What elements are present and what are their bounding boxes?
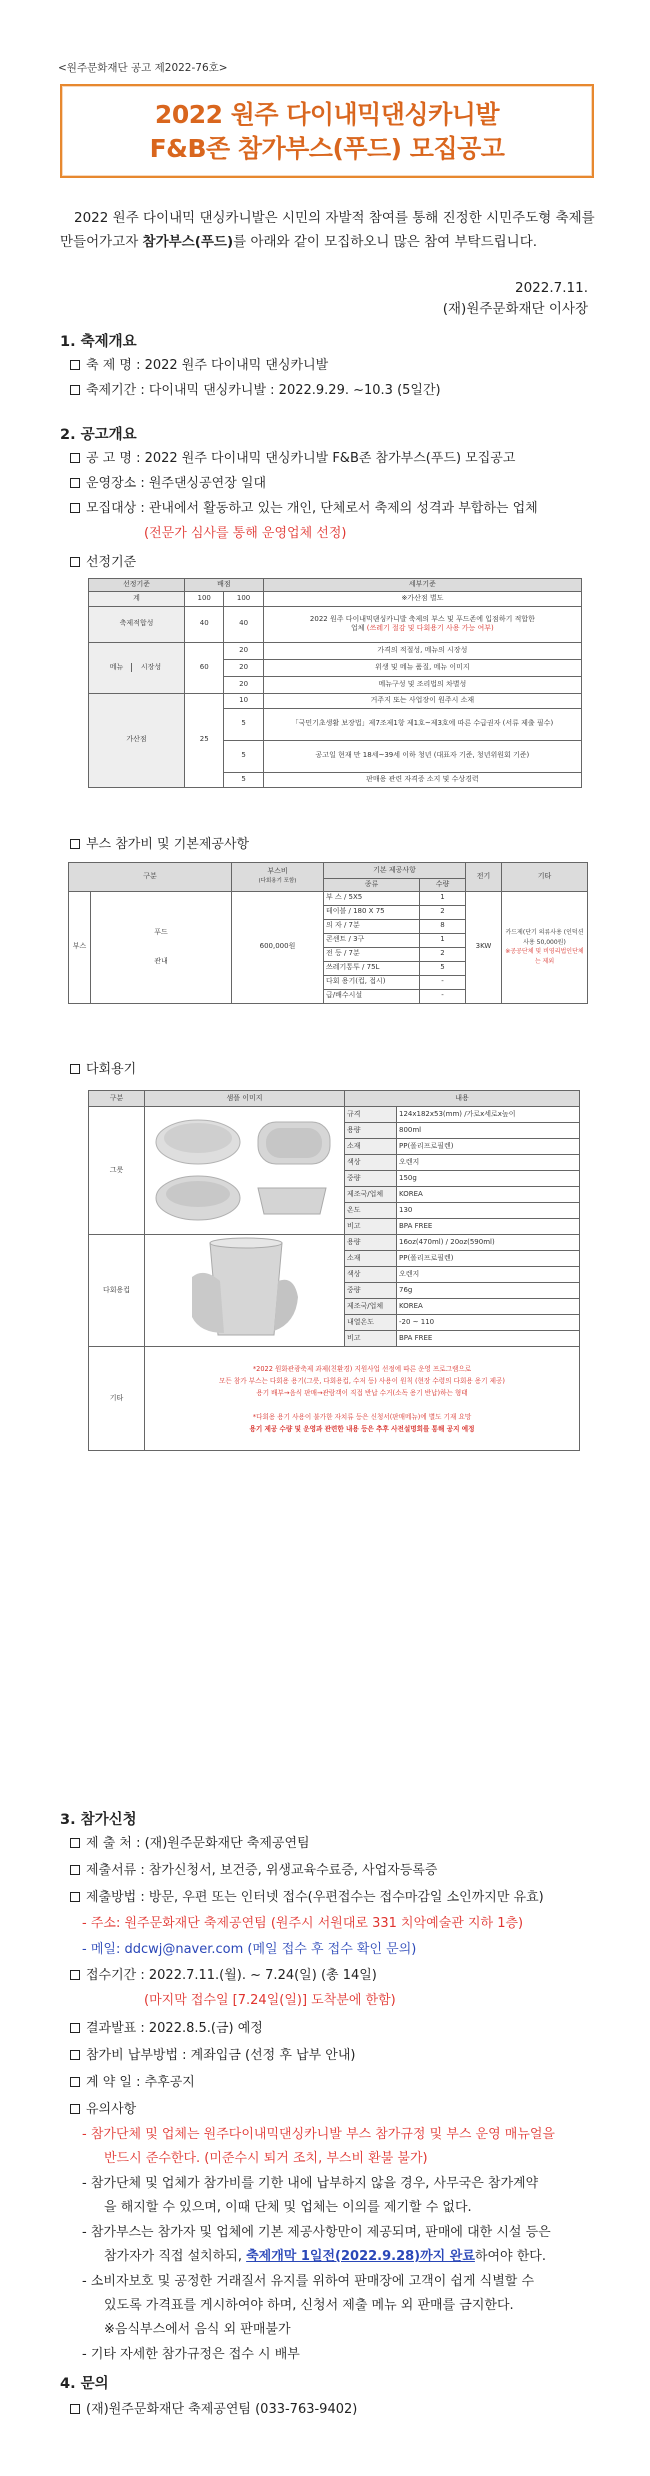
booth-item-1: 부 스 / 5X5 [324, 891, 420, 905]
dish-head-2: 샘플 이미지 [145, 1091, 345, 1107]
checkbox-icon [70, 839, 80, 849]
dish-etc-3: 용기 배부→음식 판매→관람객이 직접 반납 수거(소독 용기 반납)하는 형태 [256, 1388, 468, 1397]
bowl-val-6: KOREA [397, 1187, 580, 1203]
bowl-key-1: 규격 [345, 1107, 397, 1123]
s1-item-period-text: 축제기간 : 다이내믹 댄싱카니발 : 2022.9.29. ~10.3 (5일간) [86, 383, 441, 398]
checkbox-icon [70, 1865, 80, 1875]
booth-head-power: 전기 [466, 863, 502, 892]
dish-head-3: 내용 [345, 1091, 580, 1107]
booth-item-2: 테이블 / 180 X 75 [324, 905, 420, 919]
dish-bowl-label: 그릇 [89, 1107, 145, 1235]
criteria-bonus-label: 가산점 [89, 693, 185, 787]
criteria-bonus-score-3: 5 [224, 740, 263, 772]
booth-qty-5: 2 [420, 947, 466, 961]
s3-period-note: (마지막 접수일 [7.24일(일)] 도착분에 한함) [144, 1993, 396, 2008]
booth-qty-1: 1 [420, 891, 466, 905]
criteria-heading-text: 선정기준 [86, 555, 137, 570]
criteria-fit-b: 40 [224, 606, 263, 642]
bowl-key-3: 소재 [345, 1139, 397, 1155]
checkbox-icon [70, 503, 80, 513]
dish-heading [70, 1060, 600, 1080]
bowl-val-2: 800ml [397, 1123, 580, 1139]
bowl-val-3: PP(폴리프로필렌) [397, 1139, 580, 1155]
criteria-menu-score-3: 20 [224, 676, 263, 693]
caution-4c: ※음식부스에서 음식 외 판매불가 [104, 2322, 291, 2337]
caution-1a: - 참가단체 및 업체는 원주다이내믹댄싱카니발 부스 참가규정 및 부스 운영 매뉴얼을 [82, 2127, 555, 2142]
checkbox-icon [70, 1970, 80, 1980]
checkbox-icon [70, 2404, 80, 2414]
booth-head-kind: 종류 [324, 879, 420, 892]
s3-pay [70, 2046, 600, 2066]
s3-period [70, 1966, 600, 1986]
cup-key-5: 제조국/업체 [345, 1299, 397, 1315]
s3-pay-text: 참가비 납부방법 : 계좌입금 (선정 후 납부 안내) [86, 2048, 356, 2063]
s2-item-target-text: 모집대상 : 관내에서 활동하고 있는 개인, 단체로서 축제의 성격과 부합하는 업체 [86, 501, 538, 516]
s2-item-place-text: 운영장소 : 원주댄싱공연장 일대 [86, 476, 267, 491]
intro-text-b: 를 아래와 같이 모집하오니 많은 참여 부탁드립니다. [233, 234, 538, 250]
cup-key-4: 중량 [345, 1283, 397, 1299]
fit-desc-red: (쓰레기 절감 및 다회용기 사용 가능 여부) [366, 624, 494, 632]
s4-contact-text: (재)원주문화재단 축제공연팀 (033-763-9402) [86, 2402, 358, 2417]
caution-3a: - 참가부스는 참가자 및 업체에 기본 제공사항만이 제공되며, 판매에 대한 시설 등은 [82, 2225, 551, 2240]
cup-val-3: 오렌지 [397, 1267, 580, 1283]
booth-head-etc: 기타 [502, 863, 588, 892]
s3-docs [70, 1861, 600, 1881]
criteria-bonus-desc-3: 공고일 현재 만 18세~39세 이하 청년 (대표자 기준, 청년위원회 기준) [263, 740, 581, 772]
booth-item-8: 급/배수시설 [324, 989, 420, 1003]
booth-item-7: 다회 용기(컵, 접시) [324, 975, 420, 989]
s3-period-text: 접수기간 : 2022.7.11.(월). ~ 7.24(일) (총 14일) [86, 1968, 377, 1983]
s3-dest [70, 1834, 600, 1854]
fit-desc-2: 업체 [351, 624, 367, 632]
menu-label-text: 메뉴 [109, 662, 124, 671]
s1-item-name [70, 356, 600, 376]
bowl-images [145, 1107, 345, 1235]
issue-date: 2022.7.11. [515, 280, 588, 296]
cup-val-2: PP(폴리프로필렌) [397, 1251, 580, 1267]
bowl-key-7: 온도 [345, 1203, 397, 1219]
checkbox-icon [70, 1064, 80, 1074]
bowl-image [150, 1110, 340, 1228]
criteria-head-3: 세부기준 [263, 579, 581, 592]
cup-image [170, 1237, 320, 1341]
criteria-menu-label [89, 642, 185, 693]
booth-cat: 부스 [69, 891, 91, 1003]
fit-desc-1: 2022 원주 다이내믹댄싱카니발 축제의 부스 및 푸드존에 입점하기 적합한 [309, 614, 535, 623]
s3-dest-text: 제 출 처 : (재)원주문화재단 축제공연팀 [86, 1836, 310, 1851]
criteria-bonus-score-1: 10 [224, 693, 263, 708]
checkbox-icon [70, 478, 80, 488]
checkbox-icon [70, 1892, 80, 1902]
dish-etc-notes [145, 1347, 580, 1451]
criteria-table [88, 578, 582, 788]
criteria-menu-desc-3: 메뉴구성 및 조리법의 차별성 [263, 676, 581, 693]
bowl-key-4: 색상 [345, 1155, 397, 1171]
target-note: (전문가 심사를 통해 운영업체 선정) [144, 526, 347, 541]
section-3-heading: 3. 참가신청 [60, 1812, 137, 1828]
bowl-key-5: 중량 [345, 1171, 397, 1187]
s1-item-period [70, 381, 600, 401]
criteria-fit-desc [263, 606, 581, 642]
bowl-key-2: 용량 [345, 1123, 397, 1139]
dish-etc-1: *2022 원화관광축제 과제(친환경) 지원사업 선정에 따른 운영 프로그램으로 [252, 1364, 472, 1373]
criteria-menu-score-2: 20 [224, 659, 263, 676]
criteria-fit-a: 40 [185, 606, 224, 642]
s1-item-name-text: 축 제 명 : 2022 원주 다이내믹 댄싱카니발 [86, 358, 329, 373]
s3-docs-text: 제출서류 : 참가신청서, 보건증, 위생교육수료증, 사업자등록증 [86, 1863, 438, 1878]
criteria-total-b: 100 [224, 591, 263, 606]
checkbox-icon [70, 385, 80, 395]
criteria-menu-total: 60 [185, 642, 224, 693]
booth-etc-a: 카드제(단기 의류사용 (인덕션사용 50,000원) [505, 929, 584, 946]
caution-3b-2: 하여야 한다. [474, 2249, 546, 2264]
s3-result [70, 2019, 600, 2039]
dish-heading-text: 다회용기 [86, 1062, 137, 1077]
checkbox-icon [70, 1838, 80, 1848]
criteria-total-a: 100 [185, 591, 224, 606]
s4-contact [70, 2400, 600, 2420]
dish-etc-4: *다회용 용기 사용이 불가한 자치류 등은 신청서(판매메뉴)에 별도 기재 요망 [252, 1412, 472, 1421]
s3-caution [70, 2100, 600, 2120]
title-box [60, 84, 594, 178]
bowl-val-1: 124x182x53(mm) /가로x세로x높이 [397, 1107, 580, 1123]
cup-val-5: KOREA [397, 1299, 580, 1315]
s2-item-target [70, 499, 600, 519]
criteria-bonus-score-4: 5 [224, 772, 263, 787]
caution-2b: 을 해지할 수 있으며, 이때 단체 및 업체는 이의를 제기할 수 없다. [104, 2200, 472, 2215]
booth-item-4: 콘센트 / 3구 [324, 933, 420, 947]
section-4-heading: 4. 문의 [60, 2376, 109, 2392]
dish-head-1: 구분 [89, 1091, 145, 1107]
caution-4b: 있도록 가격표를 게시하여야 하며, 신청서 제출 메뉴 외 판매를 금지한다. [104, 2298, 514, 2313]
bowl-key-6: 제조국/업체 [345, 1187, 397, 1203]
booth-item-6: 쓰레기통투 / 75L [324, 961, 420, 975]
booth-qty-2: 2 [420, 905, 466, 919]
booth-etc-b: ※공공단체 및 비영리법인단체는 제외 [505, 948, 584, 965]
criteria-bonus-score-2: 5 [224, 708, 263, 740]
caution-3b-underline: 축제개막 1일전(2022.9.28)까지 완료 [246, 2249, 475, 2264]
cup-key-1: 용량 [345, 1235, 397, 1251]
criteria-bonus-desc-2: 「국민기초생활 보장법」제7조제1항 제1호~제3호에 따른 수급권자 (서류 제출 필수) [263, 708, 581, 740]
booth-head-category: 구분 [69, 863, 232, 892]
cup-key-6: 내열온도 [345, 1315, 397, 1331]
cup-key-2: 소재 [345, 1251, 397, 1267]
dish-table [88, 1090, 580, 1451]
caution-2a: - 참가단체 및 업체가 참가비를 기한 내에 납부하지 않을 경우, 사무국은 참가계약 [82, 2176, 539, 2191]
checkbox-icon [70, 557, 80, 567]
criteria-total-desc: ※가산점 별도 [263, 591, 581, 606]
criteria-menu-desc-2: 위생 및 메뉴 품질, 메뉴 이미지 [263, 659, 581, 676]
booth-heading [70, 835, 600, 855]
s3-result-text: 결과발표 : 2022.8.5.(금) 예정 [86, 2021, 263, 2036]
booth-item-5: 전 등 / 7분 [324, 947, 420, 961]
intro-bold: 참가부스(푸드) [142, 234, 234, 250]
booth-head-fee-sub: (다회용기 포함) [258, 878, 297, 885]
menu-sub-1: 시장성 [131, 663, 171, 673]
s2-item-title [70, 449, 600, 469]
bowl-val-4: 오렌지 [397, 1155, 580, 1171]
criteria-head-2: 배점 [185, 579, 264, 592]
booth-heading-text: 부스 참가비 및 기본제공사항 [86, 837, 250, 852]
booth-qty-8: - [420, 989, 466, 1003]
checkbox-icon [70, 453, 80, 463]
booth-fee: 600,000원 [232, 891, 324, 1003]
caution-4a: - 소비자보호 및 공정한 거래질서 유지를 위하여 판매장에 고객이 쉽게 식별할 수 [82, 2274, 535, 2289]
title-line-1: 2022 원주 다이내믹댄싱카니발 [154, 100, 500, 129]
booth-qty-6: 5 [420, 961, 466, 975]
issuer: (재)원주문화재단 이사장 [442, 301, 588, 317]
intro-paragraph [60, 206, 600, 254]
booth-head-provided: 기본 제공사항 [324, 863, 466, 879]
criteria-total-label: 계 [89, 591, 185, 606]
cup-val-6: -20 ~ 110 [397, 1315, 580, 1331]
s2-item-title-text: 공 고 명 : 2022 원주 다이내믹 댄싱카니발 F&B존 참가부스(푸드) 모집공고 [86, 451, 516, 466]
section-1-heading: 1. 축제개요 [60, 334, 137, 350]
issue-date-block [443, 278, 588, 320]
booth-qty-3: 8 [420, 919, 466, 933]
s3-method [70, 1888, 600, 1908]
cup-images [145, 1235, 345, 1347]
s3-mail: - 메일: ddcwj@naver.com (메일 접수 후 접수 확인 문의) [82, 1942, 417, 1957]
checkbox-icon [70, 2077, 80, 2087]
criteria-menu-score-1: 20 [224, 642, 263, 659]
title-line-2: F&B존 참가부스(푸드) 모집공고 [149, 134, 505, 163]
dish-etc-2: 모든 참가 부스는 다회용 용기(그릇, 다회용컵, 수저 등) 사용이 원칙 (현장 수령의 다회용 용기 제공) [219, 1376, 505, 1385]
caution-3b-1: 참가자가 직접 설치하되, [104, 2249, 247, 2264]
caution-3b [104, 2246, 546, 2267]
s3-method-text: 제출방법 : 방문, 우편 또는 인터넷 접수(우편접수는 접수마감일 소인까지만 유효) [86, 1890, 544, 1905]
booth-head-qty: 수량 [420, 879, 466, 892]
s2-item-place [70, 474, 600, 494]
s3-contract-text: 계 약 일 : 추후공지 [86, 2075, 195, 2090]
booth-qty-7: - [420, 975, 466, 989]
criteria-fit-label: 축제적합성 [89, 606, 185, 642]
dish-cup-label: 다회용컵 [89, 1235, 145, 1347]
bowl-val-5: 150g [397, 1171, 580, 1187]
cup-val-7: BPA FREE [397, 1331, 580, 1347]
checkbox-icon [70, 2023, 80, 2033]
booth-qty-4: 1 [420, 933, 466, 947]
booth-etc [502, 891, 588, 1003]
bowl-key-8: 비고 [345, 1219, 397, 1235]
intro-text-a: 2022 원주 다이내믹 댄싱카니발은 시민의 자발적 참여를 통해 진정한 시민주도형 축제를 만들어가고자 [60, 210, 595, 250]
booth-kind [91, 891, 232, 1003]
s3-caution-text: 유의사항 [86, 2102, 137, 2117]
cup-key-3: 색상 [345, 1267, 397, 1283]
criteria-bonus-desc-1: 거주지 또는 사업장이 원주시 소재 [263, 693, 581, 708]
cup-key-7: 비고 [345, 1331, 397, 1347]
notice-number: <원주문화재단 공고 제2022-76호> [58, 62, 228, 74]
section-2-heading: 2. 공고개요 [60, 427, 137, 443]
s3-address: - 주소: 원주문화재단 축제공연팀 (원주시 서원대로 331 치악예술관 지하 1층) [82, 1916, 524, 1931]
booth-power: 3KW [466, 891, 502, 1003]
caution-1b: 반드시 준수한다. (미준수시 퇴거 조치, 부스비 환불 불가) [104, 2151, 428, 2166]
booth-head-fee-text: 부스비 [267, 866, 288, 875]
booth-head-fee [232, 863, 324, 892]
s3-contract [70, 2073, 600, 2093]
bowl-val-7: 130 [397, 1203, 580, 1219]
caution-5: - 기타 자세한 참가규정은 접수 시 배부 [82, 2347, 300, 2362]
checkbox-icon [70, 360, 80, 370]
booth-kind-2: 관내 [154, 956, 168, 965]
criteria-bonus-desc-4: 판매용 관련 자격증 소지 및 수상경력 [263, 772, 581, 787]
checkbox-icon [70, 2050, 80, 2060]
cup-val-1: 16oz(470ml) / 20oz(590ml) [397, 1235, 580, 1251]
dish-etc-label: 기타 [89, 1347, 145, 1451]
dish-etc-5: 용기 제공 수량 및 운영과 관련한 내용 등은 추후 사전설명회를 통해 공지 예정 [249, 1424, 475, 1433]
criteria-head-1: 선정기준 [89, 579, 185, 592]
checkbox-icon [70, 2104, 80, 2114]
booth-kind-1: 푸드 [154, 928, 168, 936]
cup-val-4: 76g [397, 1283, 580, 1299]
criteria-heading [70, 553, 600, 573]
bowl-val-8: BPA FREE [397, 1219, 580, 1235]
criteria-menu-desc-1: 가격의 적절성, 메뉴의 시장성 [263, 642, 581, 659]
booth-item-3: 의 자 / 7분 [324, 919, 420, 933]
criteria-bonus-total: 25 [185, 693, 224, 787]
booth-table [68, 862, 588, 1004]
